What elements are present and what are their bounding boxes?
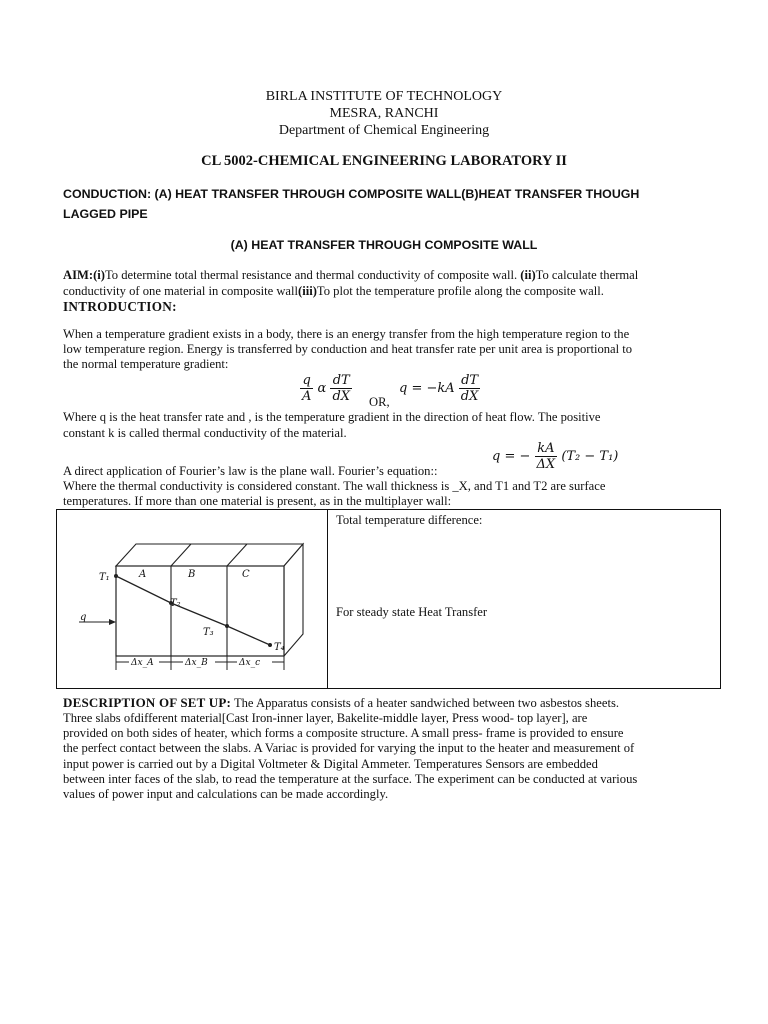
- experiment-title-line1: CONDUCTION: (A) HEAT TRANSFER THROUGH COMPOSITE WALL(B)HEAT TRANSFER THOUGH: [63, 187, 640, 201]
- t4-point: [268, 643, 272, 647]
- label-dx-c: Δx_c: [239, 658, 261, 668]
- intro-line8: temperatures. If more than one material is present, as in the multiplayer wall:: [63, 494, 452, 508]
- eq1-rhs-denominator: dX: [332, 389, 351, 404]
- description-heading: DESCRIPTION OF SET UP:: [63, 695, 232, 710]
- description-line3: provided on both sides of heater, which forms a composite structure. A small press- frame is provided to ensure: [63, 726, 624, 740]
- aim-i-marker: (i): [93, 268, 105, 282]
- aim-iii-text: To plot the temperature profile along the composite wall.: [316, 284, 604, 298]
- label-t2: T₂: [170, 598, 181, 609]
- eq2-denominator: dX: [460, 389, 479, 404]
- description-line7: values of power input and calculations can be made accordingly.: [63, 787, 389, 801]
- intro-line2: low temperature region. Energy is transferred by conduction and heat transfer rate per unit area is proportional to: [63, 342, 633, 356]
- intro-line1: When a temperature gradient exists in a body, there is an energy transfer from the high temperature region to the: [63, 327, 630, 341]
- t1-point: [114, 574, 118, 578]
- eq1-denominator: A: [302, 389, 312, 404]
- eq1-numerator: q: [300, 373, 313, 389]
- institute-name: BIRLA INSTITUTE OF TECHNOLOGY: [265, 89, 503, 104]
- introduction-heading: INTRODUCTION:: [63, 299, 177, 314]
- intro-line4: Where q is the heat transfer rate and , is the temperature gradient in the direction of heat flow. The positive: [63, 410, 601, 424]
- label-q: q: [80, 612, 87, 623]
- equation-or: OR,: [369, 395, 390, 409]
- description-line4: the perfect contact between the slabs. A Variac is provided for varying the input to the heater and measurement of: [63, 741, 635, 755]
- eq3-numerator: kA: [535, 441, 558, 457]
- institute-location: MESRA, RANCHI: [329, 106, 439, 121]
- equation-fourier-plane-wall: [492, 441, 618, 472]
- wall-top-face: [116, 544, 303, 566]
- experiment-title-line2: LAGGED PIPE: [63, 207, 148, 221]
- description-line1: [63, 695, 714, 712]
- eq3-denominator: ΔX: [536, 457, 556, 472]
- label-t1: T₁: [99, 572, 110, 583]
- heat-flow-arrowhead: [109, 619, 116, 625]
- aim-label: AIM:: [63, 268, 94, 282]
- label-slab-c: C: [242, 569, 250, 580]
- label-t3: T₃: [203, 627, 214, 638]
- eq3-lhs: q = −: [492, 449, 531, 464]
- label-slab-a: A: [139, 569, 147, 580]
- description-line6: between inter faces of the slab, to read the temperature at the surface. The experiment can be conducted at various: [63, 772, 638, 786]
- department-name: Department of Chemical Engineering: [278, 123, 490, 138]
- eq2-lhs: q = −kA: [399, 381, 455, 396]
- aim-line2: [63, 284, 723, 300]
- eq2-numerator: dT: [459, 373, 481, 389]
- description-line2: Three slabs ofdifferent material[Cast Iron-inner layer, Bakelite-middle layer, Press wood- top layer], are: [63, 711, 588, 725]
- figure-table: [56, 509, 721, 689]
- eq1-proportional-sign: α: [317, 381, 327, 396]
- course-title: CL 5002-CHEMICAL ENGINEERING LABORATORY II: [201, 153, 567, 169]
- experiment-subtitle: (A) HEAT TRANSFER THROUGH COMPOSITE WALL: [230, 238, 538, 252]
- aim-ii-marker: (ii): [520, 268, 536, 282]
- intro-line3: the normal temperature gradient:: [63, 357, 229, 371]
- eq1-rhs-numerator: dT: [330, 373, 352, 389]
- aim-line2-text: conductivity of one material in composite wall: [63, 284, 299, 298]
- intro-line5: constant k is called thermal conductivity of the material.: [63, 426, 347, 440]
- t3-point: [225, 624, 229, 628]
- total-temperature-difference: Total temperature difference:: [336, 513, 483, 527]
- label-t4: T₄: [274, 642, 285, 653]
- description-line5: input power is carried out by a Digital Voltmeter & Digital Ammeter. Temperatures Sensors are embedded: [63, 757, 598, 771]
- label-dx-b: Δx_B: [185, 658, 208, 668]
- aim-i-text: To determine total thermal resistance and thermal conductivity of composite wall.: [104, 268, 518, 282]
- eq3-rhs: (T₂ − T₁): [561, 449, 619, 464]
- steady-state-label: For steady state Heat Transfer: [336, 605, 488, 619]
- label-slab-b: B: [188, 569, 196, 580]
- intro-line6: A direct application of Fourier’s law is the plane wall. Fourier’s equation::: [63, 464, 438, 478]
- equation-fourier-gradient: [399, 373, 480, 404]
- label-dx-a: Δx_A: [131, 658, 154, 668]
- table-divider: [327, 510, 328, 688]
- composite-wall-diagram: [57, 510, 327, 688]
- aim-line1: [63, 268, 723, 284]
- equation-proportional: [300, 373, 352, 404]
- aim-iii-marker: (iii): [298, 284, 317, 298]
- intro-line7: Where the thermal conductivity is considered constant. The wall thickness is _X, and T1 and T2 are surface: [63, 479, 606, 493]
- aim-ii-text: To calculate thermal: [535, 268, 639, 282]
- description-line1-text: The Apparatus consists of a heater sandwiched between two asbestos sheets.: [233, 696, 619, 710]
